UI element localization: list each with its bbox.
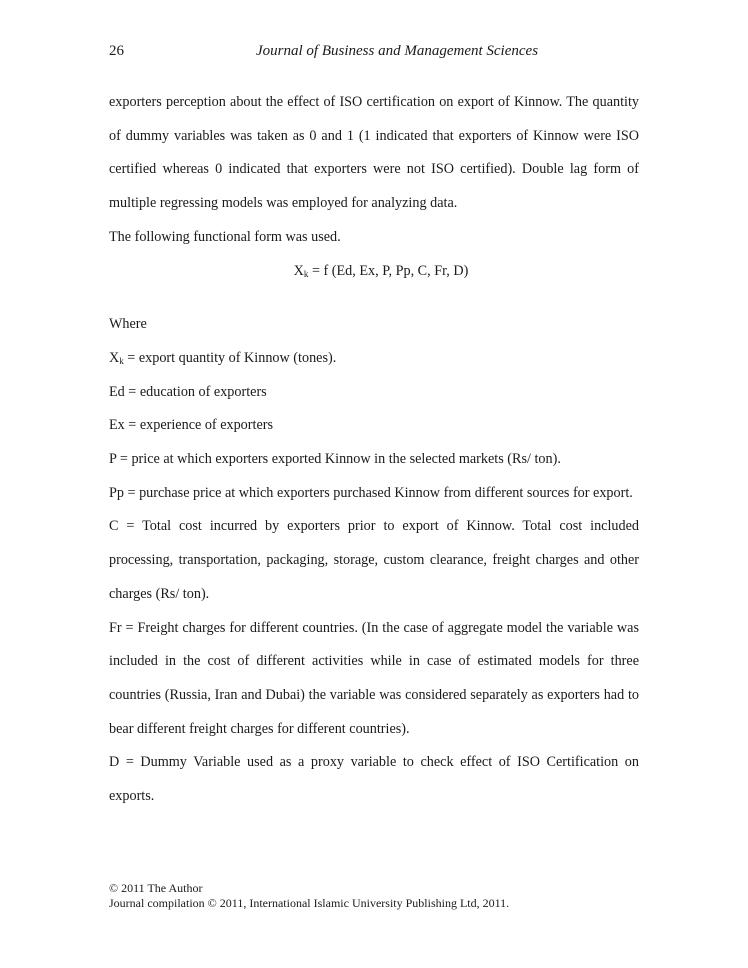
definition-p: P = price at which exporters exported Kinnow in the selected markets (Rs/ ton). [109,451,561,468]
page-number: 26 [109,43,124,59]
definition-d: D = Dummy Variable used as a proxy variable to check effect of ISO Certification on exports. [109,754,639,805]
definition-xk-text: = export quantity of Kinnow (tones). [123,349,337,366]
definition-xk-symbol: X [109,349,120,366]
running-header-journal-title: Journal of Business and Management Sciences [256,43,539,59]
definition-ex: Ex = experience of exporters [109,417,273,434]
definition-pp: Pp = purchase price at which exporters purchased Kinnow from different sources for export. [109,484,633,501]
functional-form-intro: The following functional form was used. [109,228,341,245]
formula-lhs-subscript: k [303,268,309,279]
where-label: Where [109,316,147,333]
body-text [109,86,639,814]
regression-formula [109,255,639,289]
formula-lhs: X [293,262,304,279]
definition-ed: Ed = education of exporters [109,383,267,400]
footer-journal-compilation: Journal compilation © 2011, International Islamic University Publishing Ltd, 2011. [109,896,510,910]
spacer [109,288,639,308]
definition-c: C = Total cost incurred by exporters prior to export of Kinnow. Total cost included processing, transportation, packaging, storage, custom clearance, freight charges and other charges (Rs/ ton). [109,518,639,602]
footer-copyright: © 2011 The Author [109,881,203,895]
definition-xk [109,342,639,376]
page-footer [109,881,509,911]
definition-xk-subscript: k [119,355,124,366]
intro-paragraph: exporters perception about the effect of ISO certification on export of Kinnow. The quantity of dummy variables was taken as 0 and 1 (1 indicated that exporters of Kinnow were ISO certified whereas 0 indicated that exporters were not ISO certified). Double lag form of multiple regressing models was employed for analyzing data. [109,94,639,212]
definition-fr: Fr = Freight charges for different countries. (In the case of aggregate model the variable was included in the cost of different activities while in case of estimated models for three countries (Russia, Iran and Dubai) the variable was considered separately as exporters had to bear different freight charges for different countries). [109,619,639,737]
formula-rhs: = f (Ed, Ex, P, Pp, C, Fr, D) [308,262,469,279]
